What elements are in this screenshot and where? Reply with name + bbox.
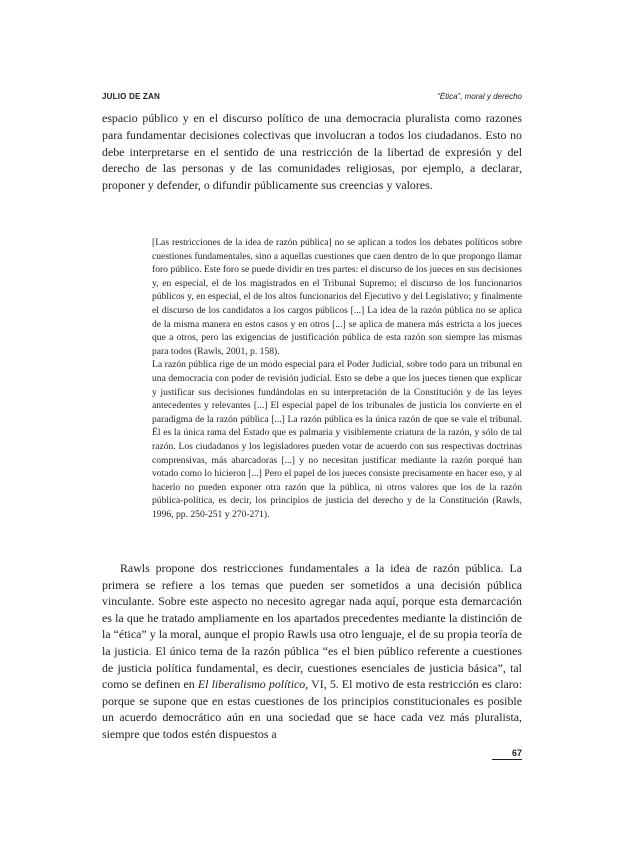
page-number: 67 [492,748,522,760]
intro-text: espacio público y en el discurso político de una democracia pluralista como razones para fundamentar decisiones colectivas que involucran a todos los ciudadanos. Esto no debe interpretarse en el sentido de una restricción de la libertad de expresión y del derecho de las personas y de las comunidades religiosas, por ejemplo, a declarar, proponer y defender, o difundir públicamente sus creencias y valores. [102,111,522,193]
block-quote [152,236,522,521]
running-header [102,92,522,106]
quote-paragraph-1: [Las restricciones de la idea de razón pública] no se aplican a todos los debates políticos sobre cuestiones fundamentales, sino a aquellas cuestiones que caen dentro de lo que propongo llamar foro público. Este foro se puede dividir en tres partes: el discurso de los jueces en sus decisiones y, en especial, el de los magistrados en el Tribunal Supremo; el discurso de los funcionarios públicos y, en especial, el de los altos funcionarios del Ejecutivo y del Legislativo; y finalmente el discurso de los candidatos a los cargos públicos [...] La idea de la razón pública no se aplica de la misma manera en estos casos y en otros [...] se aplica de manera más estricta a los jueces que a otros, pero las exigencias de justificación pública de esta razón son siempre las mismas para todos (Rawls, 2001, p. 158). [152,237,522,357]
main-text-part-2: , VI, 5. El motivo de esta restricción es claro: porque se supone que en estas cuestiones de los principios constitucionales es posible un acuerdo democrático aún en una sociedad que se hace cada vez más pluralista, siempre que todos estén dispuestos a [102,677,522,741]
header-title: “Ética”, moral y derecho [437,92,522,101]
main-text-part-1: Rawls propone dos restricciones fundamentales a la idea de razón pública. La primera se refiere a los temas que pueden ser sometidos a una decisión pública vinculante. Sobre este aspecto no necesito agregar nada aquí, porque esta demarcación es la que he tratado ampliamente en los apartados precedentes mediante la distinción de la “ética” y la moral, aunque el propio Rawls usa otro lenguaje, el de su propia teoría de la justicia. El único tema de la razón pública “es el bien público referente a cuestiones de justicia política fundamental, es decir, cuestiones esenciales de justicia básica”, tal como se definen en [102,561,522,692]
header-author: JULIO DE ZAN [102,92,160,101]
book-title: El liberalismo político [197,677,306,692]
main-text [102,560,522,743]
main-paragraph [102,560,522,743]
quote-paragraph-2: La razón pública rige de un modo especial para el Poder Judicial, sobre todo para un tribunal en una democracia con poder de revisión judicial. Esto se debe a que los jueces tienen que explicar y justificar sus decisiones fundándolas en su interpretación de la Constitución y de las leyes antecedentes y relevantes [...] El especial papel de los tribunales de justicia los convierte en el paradigma de la razón pública [...] La razón pública es la única razón de que se vale el tribunal. Él es la única rama del Estado que es palmaria y visiblemente criatura de la razón, y sólo de tal razón. Los ciudadanos y los legisladores pueden votar de acuerdo con sus respectivas doctrinas comprensivas, más abarcadoras [...] y no necesitan justificar mediante la razón porqué han votado como lo hicieron [...] Pero el papel de los jueces consiste precisamente en hacer eso, y al hacerlo no pueden exponer otra razón que la pública, ni otros valores que los de la razón pública-política, es decir, los principios de justicia del derecho y de la Constitución (Rawls, 1996, pp. 250-251 y 270-271). [152,359,522,520]
intro-paragraph [102,110,522,194]
